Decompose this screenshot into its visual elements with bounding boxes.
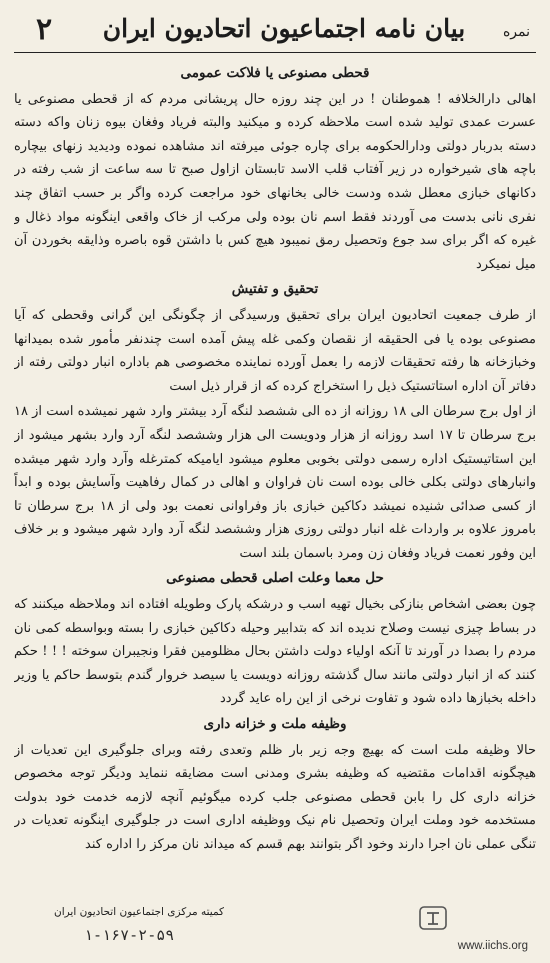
paragraph: از طرف جمعیت اتحادیون ایران برای تحقیق ورسیدگی از چگونگی این گرانی وقحطی که آیا مصنوعی بوده یا فی الحقیقه از نقصان وکمی غله پیش آمده است چندنفر مأمور شده بمیدانها وخبازخانه ها رفته تحقیقات لازمه را بعمل آورده نماینده مخصوصی هم باداره انبار دولتی رفته از دفاتر آن اداره استاتستیک ذیل را استخراج کرده که از قرار ذیل است [14,307,536,394]
issue-number: ۲ [36,12,53,47]
document-header [14,8,536,54]
archive-code: ۱-۱۶۷-۲-۵۹ [84,926,175,944]
section-heading: وظیفه ملت و خزانه داری [203,716,347,733]
section-heading: تحقیق و تفتیش [231,281,319,298]
header-divider [14,52,536,53]
paragraph: اهالی دارالخلافه ! هموطنان ! در این چند روزه حال پریشانی مردم که از قحطی مصنوعی یا عسرت عمدی تولید شده است ملاحظه کرده و میکنید والبته فریاد وفغان بیوه زنان واکه دسته دسته بدربار دولتی ودارالحکومه برای چاره جوئی میرفته اند مشاهده نموده ودیدید زنهای بیچاره باچه های شیرخواره در زیر آفتاب قلب الاسد تابستان ازاول صبح تا سه ساعت از شب رفته در دکانهای خبازی معطل شده ودست خالی بخانهای خود مراجعت کرده واگر بر حسب اتفاق چند نفری نانی بدست می آوردند فقط اسم نان بوده ولی مرکب از خاک واقعی اینگونه مواد ذغال و غیره که اگر برای سد جوع وتحصیل رمق نمیبود هیچ کس با داشتن قوه باصره وذایقه بخوردن آن میل نمیکرد [14,91,536,272]
document-body [14,60,536,905]
section-heading: قحطی مصنوعی یا فلاکت عمومی [180,65,370,81]
paragraph: چون بعضی اشخاص بنازکی بخیال تهیه اسب و درشکه پارک وطویله افتاده اند وملاحظه میکنند که در بساط چیزی نیست وصلاح ندیده اند که بتدابیر وحیله دکاکین خبازی را بسته وبواسطه کمی نان مردم را بصدا در آورند تا آنکه اولیاء دولت داشتن بحال مظلومین فقرا ونجیبران سوخته ! ! ! حکم کنند که از انبار دولتی مانند سال گذشته روزانه دویست یا سیصد خروار گندم بتوسط حاکم یا وزیر داخله بخبازها داده شود و تفاوت نرخی از این راه عاید گردد [14,597,536,707]
section-heading: حل معما وعلت اصلی قحطی مصنوعی [166,570,384,587]
archive-logo-icon [418,905,448,931]
document-title: بیان نامه اجتماعیون اتحادیون ایران [102,14,466,43]
paragraph: از اول برج سرطان الی ۱۸ روزانه از ده الی ششصد لنگه آرد بیشتر وارد شهر نمیشده است از ۱۸ برج سرطان تا ۱۷ اسد روزانه از هزار ودویست الی هزار وششصد لنگه آرد وارد بشهر میشود از این استاتیستیک اداره رسمی دولتی بخوبی معلوم میشود ایامیکه کمترغله وآرد وارد شهر میشده وانبارهای دولتی بکلی خالی بوده است نان فراوان و اهالی در کمال رفاهیت وآسایش بوده و ابداً از کسی صدائی شنیده نمیشد دکاکین خبازی باز وفراوانی نعمت بود ولی از ۱۸ برج سرطان تا بامروز علاوه بر واردات غله انبار دولتی روزی هزار وششصد لنگه آرد وارد شهر میشود و بر خلاف این وفور نعمت فریاد وفغان زن ومرد باسمان بلند است [14,404,536,561]
paragraph: حالا وظیفه ملت است که بهیچ وجه زیر بار ظلم وتعدی رفته وبرای جلوگیری این تعدیات از هیچگونه اقدامات مقتضیه که وظیفه بشری ومدنی است مضایقه ننماید ودیگر توجه مخصوص خزانه داری کل را بابن قحطی مصنوعی جلب کرده میگوئیم آنچه لازمه خدمت خود بدولت مستخدمه خود وملت ایران وتحصیل نام نیک ووظیفه اداری است در جلوگیری اینگونه تعدیات در تنگی عملی نان اجرا دارند وخود اگر بتوانند بهم قسم که میداند نان مرکز را اداره کند [14,742,536,852]
document-footer [14,906,536,958]
source-url[interactable]: www.iichs.org [457,940,528,952]
issue-number-label: نمره [502,24,530,40]
signature-organization: کمیته مرکزی اجتماعیون اتحادیون ایران [54,906,225,918]
